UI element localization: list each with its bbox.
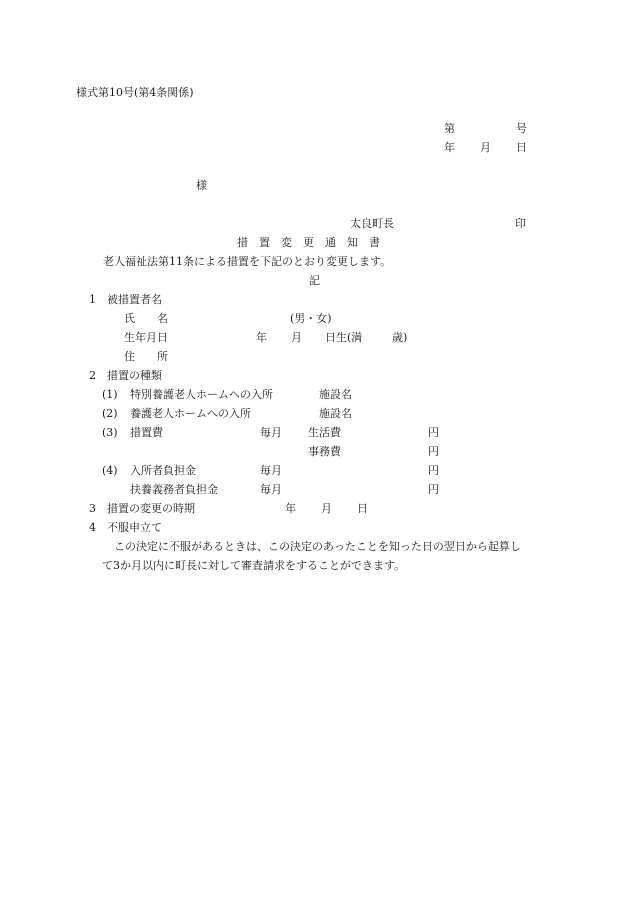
item2-no: (2) — [102, 407, 118, 420]
item2-text: 養護老人ホームへの入所 — [130, 407, 251, 420]
section3-year: 年 — [285, 502, 296, 515]
item1-text: 特別養護老人ホームへの入所 — [130, 388, 273, 401]
item3-text: 措置費 — [130, 426, 163, 439]
item5-monthly: 毎月 — [260, 483, 282, 496]
item3-living: 生活費 — [308, 426, 341, 439]
issuer-name: 太良町長 — [350, 217, 394, 230]
section1-label: 1 被措置者名 — [89, 293, 162, 306]
birth-label: 生年月日 — [124, 331, 168, 344]
section4-label: 4 不服申立て — [89, 521, 162, 534]
item4-monthly: 毎月 — [260, 464, 282, 477]
item3-monthly: 毎月 — [260, 426, 282, 439]
item5-text: 扶養義務者負担金 — [130, 483, 218, 496]
date-day: 日 — [516, 141, 527, 154]
name-label: 氏 名 — [124, 312, 168, 325]
section3-month: 月 — [321, 502, 332, 515]
section4-line2: て3か月以内に町長に対して審査請求をすることができます。 — [102, 559, 406, 572]
sex-field: (男・女) — [290, 312, 332, 325]
date-year: 年 — [444, 141, 455, 154]
seal-mark: 印 — [515, 217, 526, 230]
intro-text: 老人福祉法第11条による措置を下記のとおり変更します。 — [103, 255, 392, 268]
item1-no: (1) — [102, 388, 118, 401]
item4-yen: 円 — [428, 464, 439, 477]
item2-facility: 施設名 — [319, 407, 352, 420]
item3-admin: 事務費 — [308, 445, 341, 458]
age-unit: 歳) — [392, 331, 408, 344]
doc-no-dai: 第 — [444, 122, 455, 135]
section4-line1: この決定に不服があるときは、この決定のあったことを知った日の翌日から起算し — [114, 540, 521, 553]
item4-text: 入所者負担金 — [130, 464, 196, 477]
address-label: 住 所 — [124, 350, 168, 363]
doc-no-go: 号 — [516, 122, 527, 135]
section3-day: 日 — [357, 502, 368, 515]
form-number: 様式第10号(第4条関係) — [76, 86, 194, 99]
document-title: 措 置 変 更 通 知 書 — [237, 236, 380, 249]
section2-label: 2 措置の種類 — [89, 369, 162, 382]
birth-year: 年 — [256, 331, 267, 344]
ki-heading: 記 — [309, 274, 320, 287]
birth-month: 月 — [291, 331, 302, 344]
item3-no: (3) — [102, 426, 118, 439]
item3-yen2: 円 — [428, 445, 439, 458]
item3-yen1: 円 — [428, 426, 439, 439]
item1-facility: 施設名 — [319, 388, 352, 401]
birth-day: 日生(満 — [325, 331, 363, 344]
addressee-sama: 様 — [196, 179, 207, 192]
section3-label: 3 措置の変更の時期 — [89, 502, 195, 515]
item5-yen: 円 — [428, 483, 439, 496]
item4-no: (4) — [102, 464, 118, 477]
date-month: 月 — [480, 141, 491, 154]
